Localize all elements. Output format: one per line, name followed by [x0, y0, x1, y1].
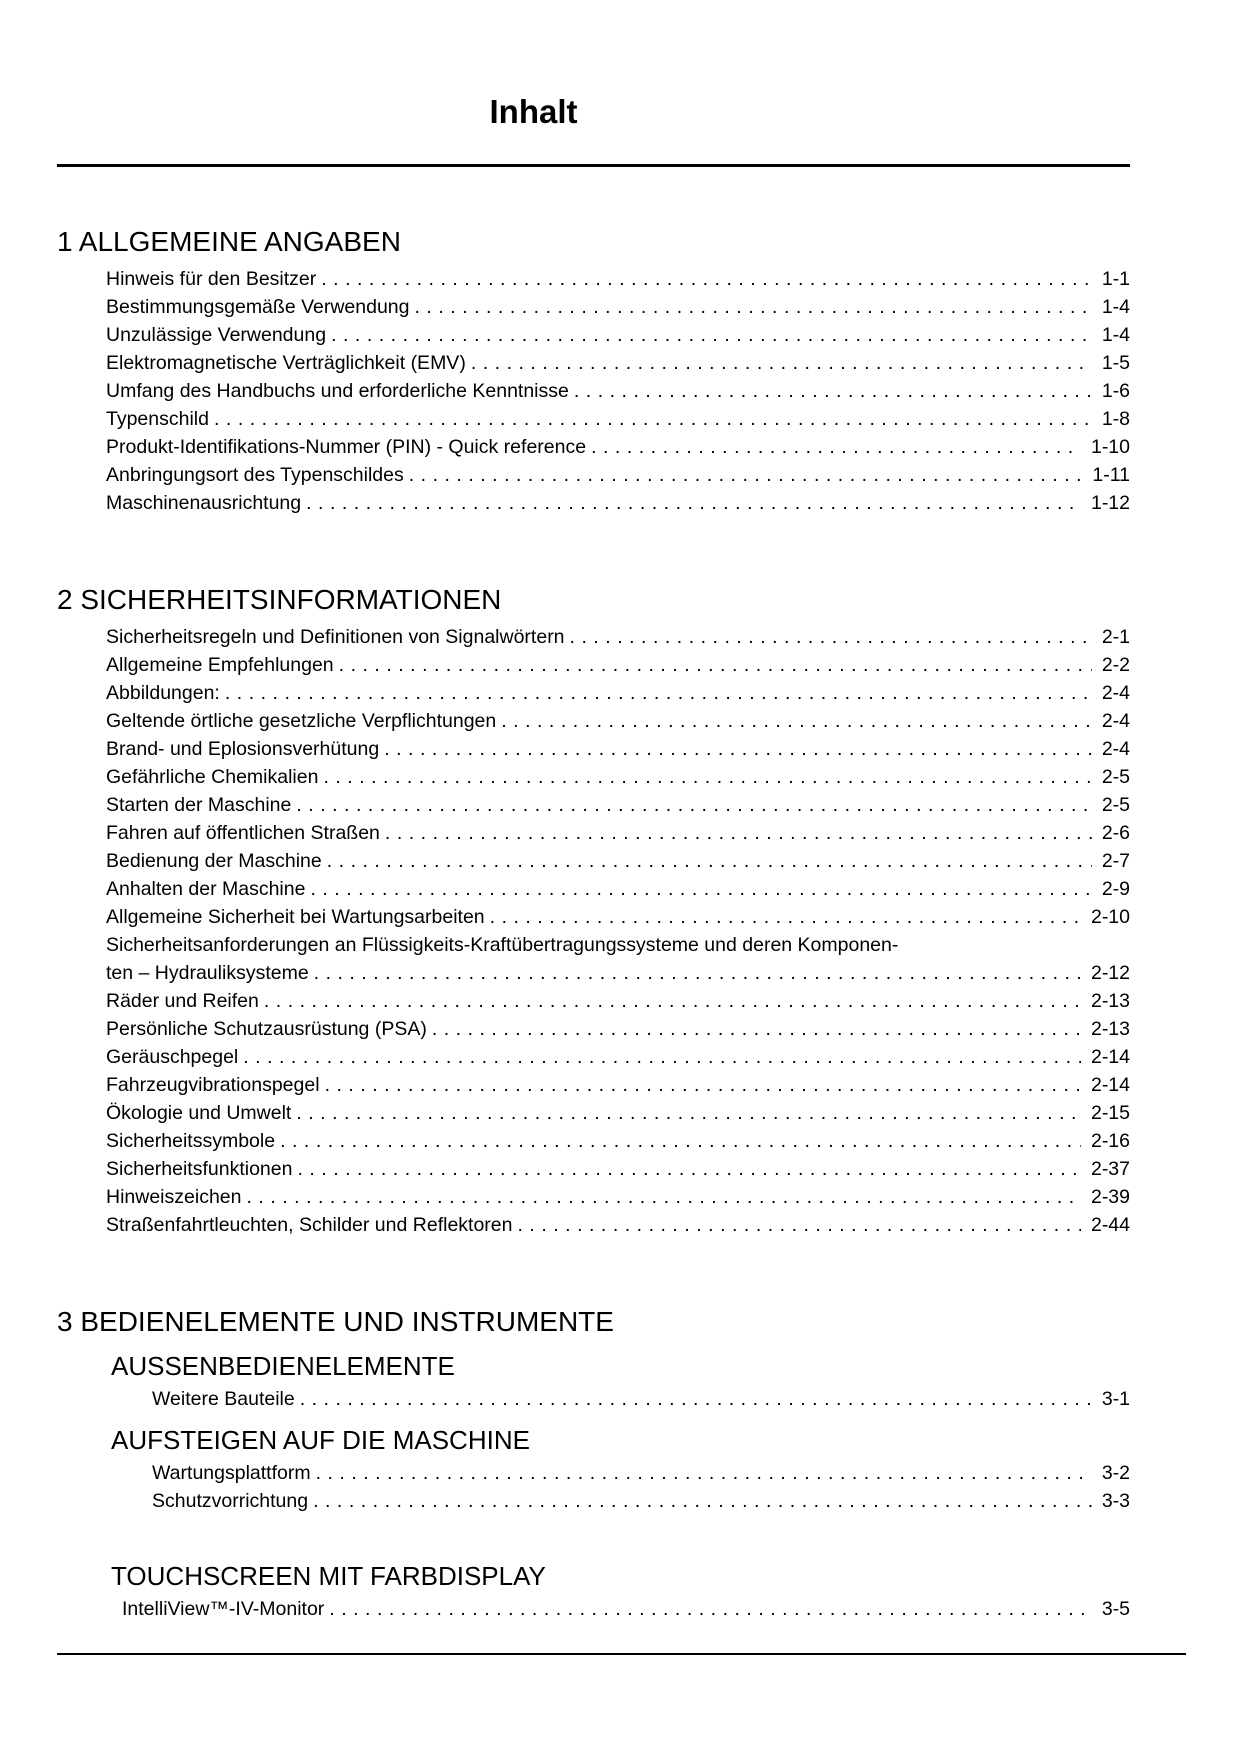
- toc-entry-label: Weitere Bauteile: [152, 1388, 295, 1410]
- toc-entry-label: Allgemeine Sicherheit bei Wartungsarbeiten: [106, 906, 485, 928]
- section-heading: 3 BEDIENELEMENTE UND INSTRUMENTE: [57, 1306, 614, 1337]
- toc-entry-page: 2-6: [1101, 822, 1130, 844]
- toc-entry-page: 2-13: [1090, 1018, 1130, 1040]
- toc-entry: [57, 405, 1130, 433]
- toc-entry: [57, 959, 1130, 987]
- toc-entry-wrap-line: Sicherheitsanforderungen an Flüssigkeits-Kraftübertragungssysteme und deren Komponen-: [106, 934, 899, 956]
- toc-entry: [57, 735, 1130, 763]
- title-divider: [57, 164, 1130, 167]
- toc-entry: [57, 875, 1130, 903]
- dot-leader: [297, 1155, 1081, 1183]
- toc-entry: [57, 1183, 1130, 1211]
- subsection-heading: AUSSENBEDIENELEMENTE: [111, 1351, 455, 1381]
- toc-entry: [57, 763, 1130, 791]
- toc-entry-label: Straßenfahrtleuchten, Schilder und Reflektoren: [106, 1214, 513, 1236]
- toc-entry-page: 2-10: [1090, 906, 1130, 928]
- toc-entry-page: 3-2: [1101, 1462, 1130, 1484]
- toc-entry-page: 2-39: [1090, 1186, 1130, 1208]
- toc-entry-label: Anhalten der Maschine: [106, 878, 306, 900]
- dot-leader: [409, 461, 1083, 489]
- toc-section: [57, 583, 1130, 1239]
- toc-entry: [57, 651, 1130, 679]
- toc-entry-label: Fahrzeugvibrationspegel: [106, 1074, 320, 1096]
- toc-entry: [57, 623, 1130, 651]
- toc-rows: [57, 1459, 1130, 1515]
- toc-entry-label: Umfang des Handbuchs und erforderliche Kenntnisse: [106, 380, 569, 402]
- toc-entry-label: Gefährliche Chemikalien: [106, 766, 319, 788]
- dot-leader: [517, 1211, 1080, 1239]
- toc-entry-page: 1-11: [1092, 464, 1130, 486]
- dot-leader: [296, 1099, 1081, 1127]
- toc-entry-page: 1-4: [1101, 296, 1130, 318]
- toc-rows: [57, 265, 1130, 517]
- toc-entry-label: Brand- und Eplosionsverhütung: [106, 738, 380, 760]
- toc-entry-label: Allgemeine Empfehlungen: [106, 654, 334, 676]
- dot-leader: [384, 735, 1092, 763]
- toc-entry: [57, 791, 1130, 819]
- toc-entry-page: 1-6: [1101, 380, 1130, 402]
- toc-entry-label: Maschinenausrichtung: [106, 492, 302, 514]
- toc-entry-page: 3-3: [1101, 1490, 1130, 1512]
- toc-entry: [57, 707, 1130, 735]
- dot-leader: [329, 1595, 1092, 1623]
- toc-entry: [57, 349, 1130, 377]
- toc-entry-label: Ökologie und Umwelt: [106, 1102, 292, 1124]
- toc-entry: [57, 1459, 1130, 1487]
- toc-rows: [57, 1385, 1130, 1413]
- toc-entry: [57, 377, 1130, 405]
- toc-entry: [57, 1385, 1130, 1413]
- toc-entry-page: 3-1: [1101, 1388, 1130, 1410]
- toc-entry-page: 2-12: [1090, 962, 1130, 984]
- dot-leader: [325, 1071, 1081, 1099]
- toc-entry: [57, 1155, 1130, 1183]
- dot-leader: [432, 1015, 1081, 1043]
- toc-entry-page: 2-14: [1090, 1046, 1130, 1068]
- dot-leader: [243, 1043, 1081, 1071]
- toc-entry-label: IntelliView™-IV-Monitor: [122, 1598, 325, 1620]
- toc-entry-page: 2-44: [1090, 1214, 1130, 1236]
- dot-leader: [321, 265, 1092, 293]
- toc-entry-label: Räder und Reifen: [106, 990, 259, 1012]
- toc-entry-label: Starten der Maschine: [106, 794, 292, 816]
- toc-entry: [57, 1043, 1130, 1071]
- toc-subsection: [57, 1351, 1130, 1413]
- toc-entry-page: 2-14: [1090, 1074, 1130, 1096]
- toc-entry: [57, 265, 1130, 293]
- toc-entry-label: Hinweis für den Besitzer: [106, 268, 317, 290]
- toc-entry-label: Wartungsplattform: [152, 1462, 311, 1484]
- dot-leader: [385, 819, 1092, 847]
- toc-entry-page: 2-5: [1101, 766, 1130, 788]
- toc-entry: [57, 1099, 1130, 1127]
- dot-leader: [323, 763, 1091, 791]
- toc-entry-page: 2-4: [1101, 738, 1130, 760]
- toc-entry: [57, 847, 1130, 875]
- toc-entry-page: 2-37: [1090, 1158, 1130, 1180]
- dot-leader: [246, 1183, 1080, 1211]
- dot-leader: [471, 349, 1092, 377]
- toc-section: [57, 225, 1130, 517]
- toc-entry: [57, 1595, 1130, 1623]
- toc-entry-page: 1-5: [1101, 352, 1130, 374]
- table-of-contents: [57, 225, 1130, 1623]
- dot-leader: [490, 903, 1081, 931]
- dot-leader: [314, 959, 1081, 987]
- toc-entry-page: 2-5: [1101, 794, 1130, 816]
- toc-entry-page: 2-9: [1101, 878, 1130, 900]
- toc-entry: [57, 489, 1130, 517]
- dot-leader: [300, 1385, 1092, 1413]
- toc-entry: [57, 1211, 1130, 1239]
- toc-entry: [57, 433, 1130, 461]
- toc-entry-label: Sicherheitsfunktionen: [106, 1158, 293, 1180]
- toc-entry-page: 2-4: [1101, 710, 1130, 732]
- toc-entry-label: Typenschild: [106, 408, 209, 430]
- toc-entry-page: 1-12: [1090, 492, 1130, 514]
- section-heading: 1 ALLGEMEINE ANGABEN: [57, 226, 401, 257]
- dot-leader: [501, 707, 1092, 735]
- toc-entry: [57, 819, 1130, 847]
- toc-entry: [57, 321, 1130, 349]
- toc-entry-label: Abbildungen:: [106, 682, 220, 704]
- toc-entry-label: Anbringungsort des Typenschildes: [106, 464, 404, 486]
- toc-entry-page: 2-13: [1090, 990, 1130, 1012]
- toc-entry-page: 1-1: [1101, 268, 1130, 290]
- toc-entry: [57, 987, 1130, 1015]
- toc-entry-label: Geltende örtliche gesetzliche Verpflichtungen: [106, 710, 497, 732]
- dot-leader: [264, 987, 1081, 1015]
- dot-leader: [316, 1459, 1092, 1487]
- toc-rows: [57, 1595, 1130, 1623]
- subsection-heading: AUFSTEIGEN AUF DIE MASCHINE: [111, 1425, 530, 1455]
- toc-rows: [57, 623, 1130, 1239]
- dot-leader: [327, 847, 1092, 875]
- toc-entry-page: 2-7: [1101, 850, 1130, 872]
- dot-leader: [331, 321, 1092, 349]
- toc-entry-label: Produkt-Identifikations-Nummer (PIN) - Quick reference: [106, 436, 587, 458]
- toc-entry-label: Elektromagnetische Verträglichkeit (EMV): [106, 352, 466, 374]
- toc-subsection: [57, 1425, 1130, 1515]
- toc-entry-page: 3-5: [1101, 1598, 1130, 1620]
- toc-entry-label: Geräuschpegel: [106, 1046, 239, 1068]
- footer-divider: [57, 1653, 1186, 1655]
- dot-leader: [339, 651, 1092, 679]
- toc-entry-label: Sicherheitsregeln und Definitionen von Signalwörtern: [106, 626, 565, 648]
- toc-entry: [57, 1127, 1130, 1155]
- toc-entry: [57, 293, 1130, 321]
- toc-entry-label: Fahren auf öffentlichen Straßen: [106, 822, 380, 844]
- toc-entry-page: 1-4: [1101, 324, 1130, 346]
- toc-entry-page: 2-16: [1090, 1130, 1130, 1152]
- toc-entry: [57, 679, 1130, 707]
- toc-entry-page: 1-8: [1101, 408, 1130, 430]
- toc-entry-page: 2-4: [1101, 682, 1130, 704]
- dot-leader: [310, 875, 1091, 903]
- toc-entry-label: ten – Hydrauliksysteme: [106, 962, 309, 984]
- toc-entry-label: Unzulässige Verwendung: [106, 324, 327, 346]
- toc-entry-page: 2-2: [1101, 654, 1130, 676]
- toc-entry-page: 1-10: [1090, 436, 1130, 458]
- dot-leader: [296, 791, 1091, 819]
- toc-entry: [57, 461, 1130, 489]
- dot-leader: [313, 1487, 1092, 1515]
- toc-entry: [57, 903, 1130, 931]
- toc-entry-label: Sicherheitssymbole: [106, 1130, 276, 1152]
- toc-entry-label: Persönliche Schutzausrüstung (PSA): [106, 1018, 427, 1040]
- dot-leader: [570, 623, 1092, 651]
- dot-leader: [306, 489, 1081, 517]
- dot-leader: [214, 405, 1092, 433]
- toc-entry: [57, 1071, 1130, 1099]
- toc-entry-label: Bedienung der Maschine: [106, 850, 322, 872]
- toc-entry-page: 2-1: [1101, 626, 1130, 648]
- toc-entry-page: 2-15: [1090, 1102, 1130, 1124]
- section-heading: 2 SICHERHEITSINFORMATIONEN: [57, 584, 502, 615]
- toc-entry-label: Bestimmungsgemäße Verwendung: [106, 296, 410, 318]
- toc-subsection: [57, 1561, 1130, 1623]
- toc-section: [57, 1305, 1130, 1623]
- toc-entry: [57, 1487, 1130, 1515]
- dot-leader: [280, 1127, 1081, 1155]
- dot-leader: [574, 377, 1092, 405]
- toc-entry-label: Schutzvorrichtung: [152, 1490, 309, 1512]
- dot-leader: [225, 679, 1092, 707]
- page-title: Inhalt: [489, 93, 578, 130]
- dot-leader: [415, 293, 1092, 321]
- subsection-heading: TOUCHSCREEN MIT FARBDISPLAY: [111, 1561, 546, 1591]
- dot-leader: [591, 433, 1081, 461]
- toc-entry-label: Hinweiszeichen: [106, 1186, 242, 1208]
- toc-entry: [57, 1015, 1130, 1043]
